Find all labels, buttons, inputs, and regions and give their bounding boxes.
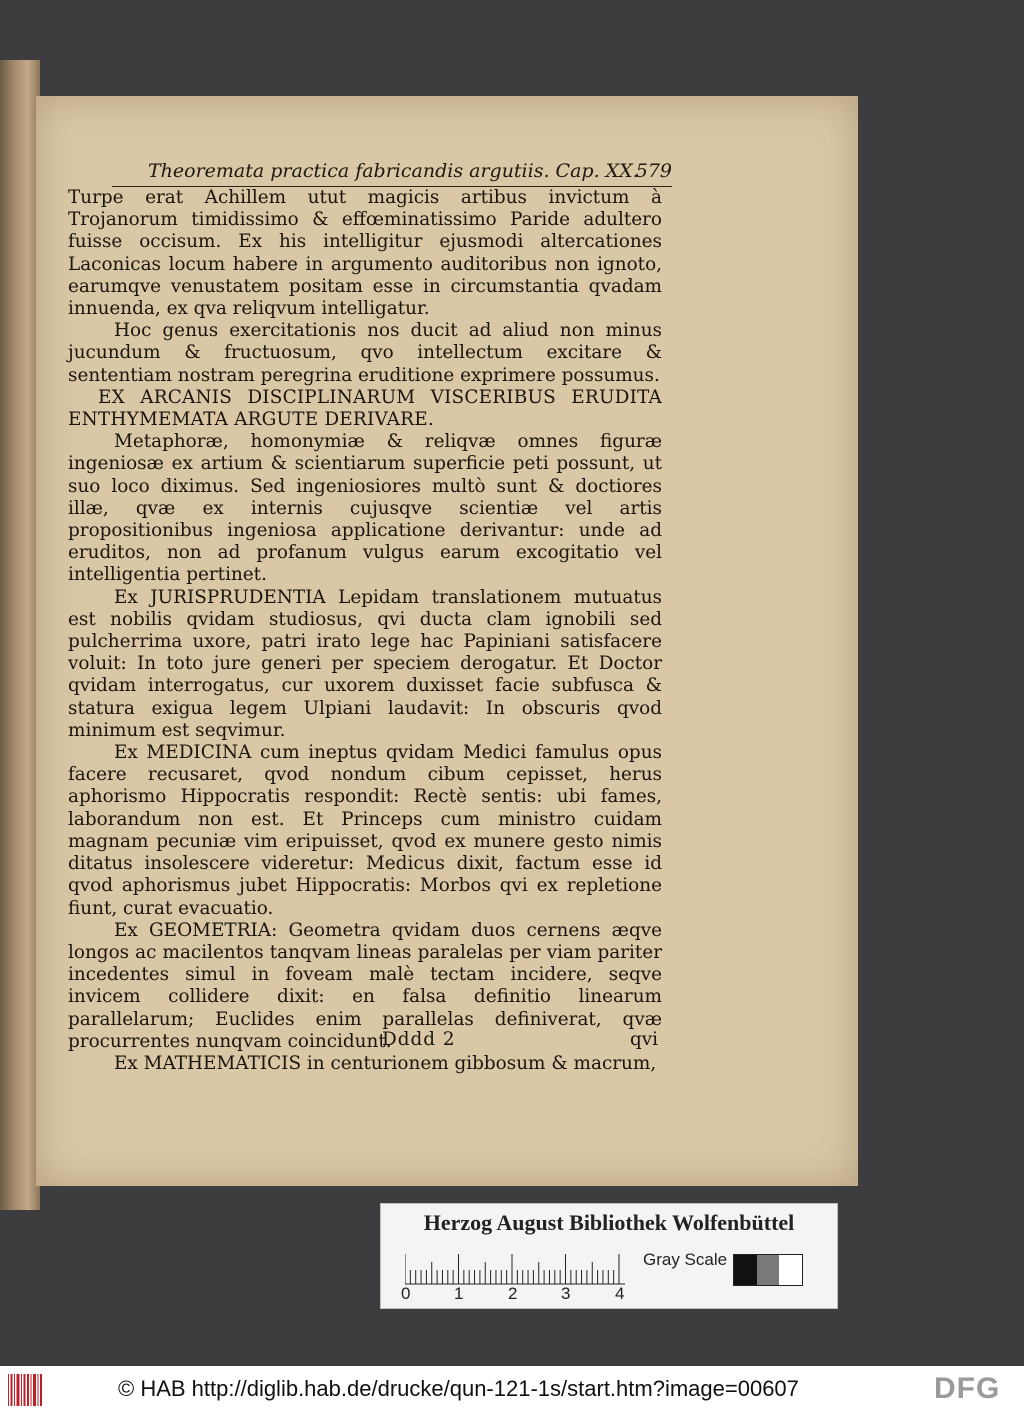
copyright-link[interactable]: © HAB http://diglib.hab.de/drucke/qun-121-1s/start.htm?image=00607: [118, 1376, 799, 1401]
running-head: [112, 160, 672, 187]
paragraph-1: Turpe erat Achillem utut magicis artibus invictum à Trojanorum timidissimo & effœminatissimo Paride adultero fuisse occisum. Ex his intelligitur ejusmodi altercationes Laconicas locum habere in argumento auditoribus non ignoto, earumqve venustatem positam esse in circumstantia qvadam innuenda, ex qva reliqvum intelligatur.: [68, 187, 662, 320]
library-name: Herzog August Bibliothek Wolfenbüttel: [423, 1210, 795, 1235]
barcode-bar: [8, 1374, 9, 1406]
ruler-number: 2: [508, 1284, 518, 1303]
paragraph-medicina: Ex MEDICINA cum ineptus qvidam Medici famulus opus facere recusaret, qvod nondum cibum cepisset, herus aphorismo Hippocratis respondit: Rectè sentis: ubi fames, laborandum non est. Et Princeps cum ministro cuidam magnam pecuniæ vim eripuisset, qvod ex munere gesto nimis ditatus insolescere videretur: Medicus dixit, factum esse id qvod aphorismus jubet Hippocratis: Morbos qvi ex repletione fiunt, curat evacuatio.: [68, 742, 662, 919]
hab-barcode-logo: [8, 1374, 48, 1406]
ruler-number: 1: [454, 1284, 464, 1303]
barcode-bar: [33, 1374, 36, 1406]
gray-swatch-mid: [757, 1255, 780, 1285]
paragraph-jurisprudentia: Ex JURISPRUDENTIA Lepidam translationem mutuatus est nobilis qvidam studiosus, qvi ducta clam ignobili sed pulcherrima uxore, patri irato lege hac Papiniani satisfacere voluit: In toto jure generi per speciem derogatur. Et Doctor qvidam interrogatus, cur uxorem duxisset facie subfusca & statura exigua legem Ulpiani laudavit: In obscuris qvod minimum est seqvimur.: [68, 586, 662, 741]
gray-swatch-black: [734, 1255, 757, 1285]
dfg-logo: DFG: [934, 1372, 1001, 1405]
paragraph-mathematicis: Ex MATHEMATICIS in centurionem gibbosum & macrum,: [114, 1052, 657, 1074]
ruler-number: 3: [561, 1284, 571, 1303]
page-footer: [68, 1029, 662, 1053]
barcode-bar: [38, 1374, 39, 1406]
barcode-bar: [24, 1374, 26, 1406]
barcode-bar: [31, 1374, 32, 1406]
gray-swatch-white: [779, 1255, 802, 1285]
gray-scale-label: Gray Scale: [643, 1250, 728, 1269]
ruler-number: 0: [401, 1284, 411, 1303]
section-heading: EX ARCANIS DISCIPLINARUM VISCERIBUS ERUDITA ENTHYMEMATA ARGUTE DERIVARE.: [68, 386, 662, 431]
paragraph-2: Hoc genus exercitationis nos ducit ad aliud non minus jucundum & fructuosum, qvo intellectum excitare & sententiam nostram peregrina eruditione exprimere possumus.: [68, 320, 662, 386]
gray-scale-swatches: [733, 1254, 803, 1286]
catchword: qvi: [629, 1029, 658, 1050]
ruler-number: 4: [615, 1284, 625, 1303]
barcode-bar: [17, 1374, 20, 1406]
ruler-numbers: [401, 1284, 641, 1304]
book-spine-edge: [0, 60, 40, 1210]
barcode-bar: [40, 1374, 42, 1406]
barcode-bar: [21, 1374, 22, 1406]
paragraph-3: Metaphoræ, homonymiæ & reliqvæ omnes figuræ ingeniosæ ex artium & scientiarum superficie peti possunt, ut suo loco diximus. Sed ingeniosiores multò sunt & doctiores illæ, qvæ ex internis cujusqve scientiæ vel artis propositionibus ingeniosa applicatione derivantur: unde ad eruditos, non ad profanum vulgus earum excogitatio vel intelligentia pertinet.: [68, 431, 662, 586]
signature-mark: Dddd 2: [382, 1029, 456, 1050]
barcode-bar: [27, 1374, 29, 1406]
bottom-bar: [0, 1366, 1024, 1416]
ruler-scale: [405, 1250, 625, 1286]
barcode-bar: [11, 1374, 13, 1406]
page-number: 579: [635, 160, 672, 182]
library-color-card: [380, 1203, 838, 1309]
barcode-bar: [14, 1374, 15, 1406]
paragraph-geometria: Ex GEOMETRIA: Geometra qvidam duos cernens æqve longos ac macilentos tanqvam lineas paralelas per viam pariter incedentes simul in foveam malè tectam incidere, seqve invicem collidere dixit: en falsa definitio linearum parallelarum; Euclides enim parallelas definiverat, qvæ procurrentes nunqvam coincidunt.: [68, 919, 662, 1052]
running-head-title: Theoremata practica fabricandis argutiis. Cap. XX.: [148, 160, 639, 182]
body-text: [68, 187, 662, 1075]
